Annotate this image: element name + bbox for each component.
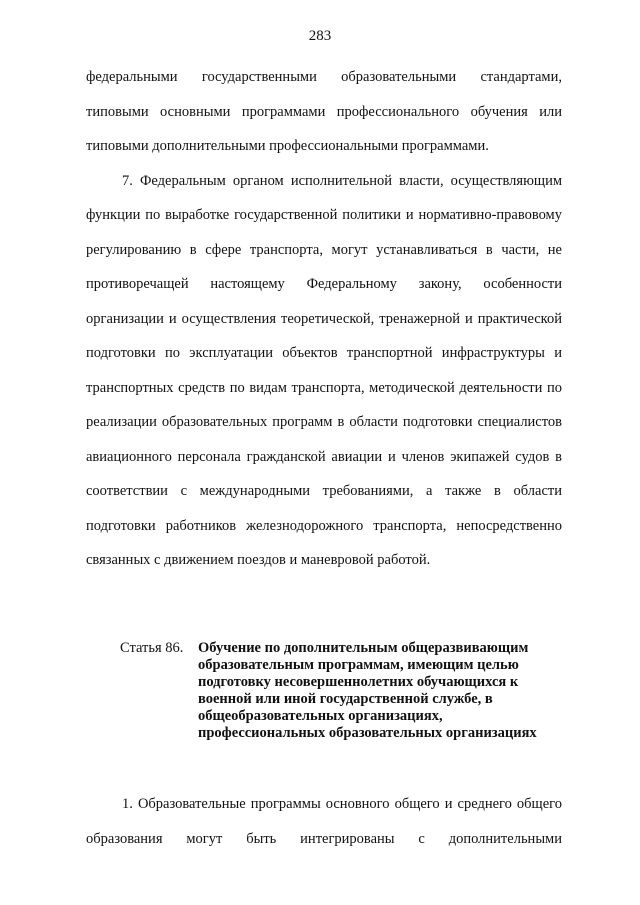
paragraph-item-1: 1. Образовательные программы основного общего и среднего общего образования могут быть интегрированы с дополнительными	[86, 796, 562, 847]
article-title: Обучение по дополнительным общеразвивающим образовательным программам, имеющим целью подготовку несовершеннолетних обучающихся к военной или иной государственной службе, в общеобразовательных организациях, профессиональных образовательных организациях	[198, 640, 537, 741]
text-block-top	[86, 60, 562, 578]
paragraph-continuation: федеральными государственными образовательными стандартами, типовыми основными программами профессионального обучения или типовыми дополнительными профессиональными программами.	[86, 69, 562, 154]
article-number: Статья 86.	[120, 640, 184, 656]
article-heading	[120, 640, 570, 742]
paragraph-item-7: 7. Федеральным органом исполнительной власти, осуществляющим функции по выработке государственной политики и нормативно-правовому регулированию в сфере транспорта, могут устанавливаться в части, не противоречащей настоящему Федеральному закону, особенности организации и осуществления теоретической, тренажерной и практической подготовки по эксплуатации объектов транспортной инфраструктуры и транспортных средств по видам транспорта, методической деятельности по реализации образовательных программ в области подготовки специалистов авиационного персонала гражданской авиации и членов экипажей судов в соответствии с международными требованиями, а также в области подготовки работников железнодорожного транспорта, непосредственно связанных с движением поездов и маневровой работой.	[86, 172, 562, 568]
text-block-bottom	[86, 787, 562, 856]
page-number: 283	[308, 28, 332, 44]
